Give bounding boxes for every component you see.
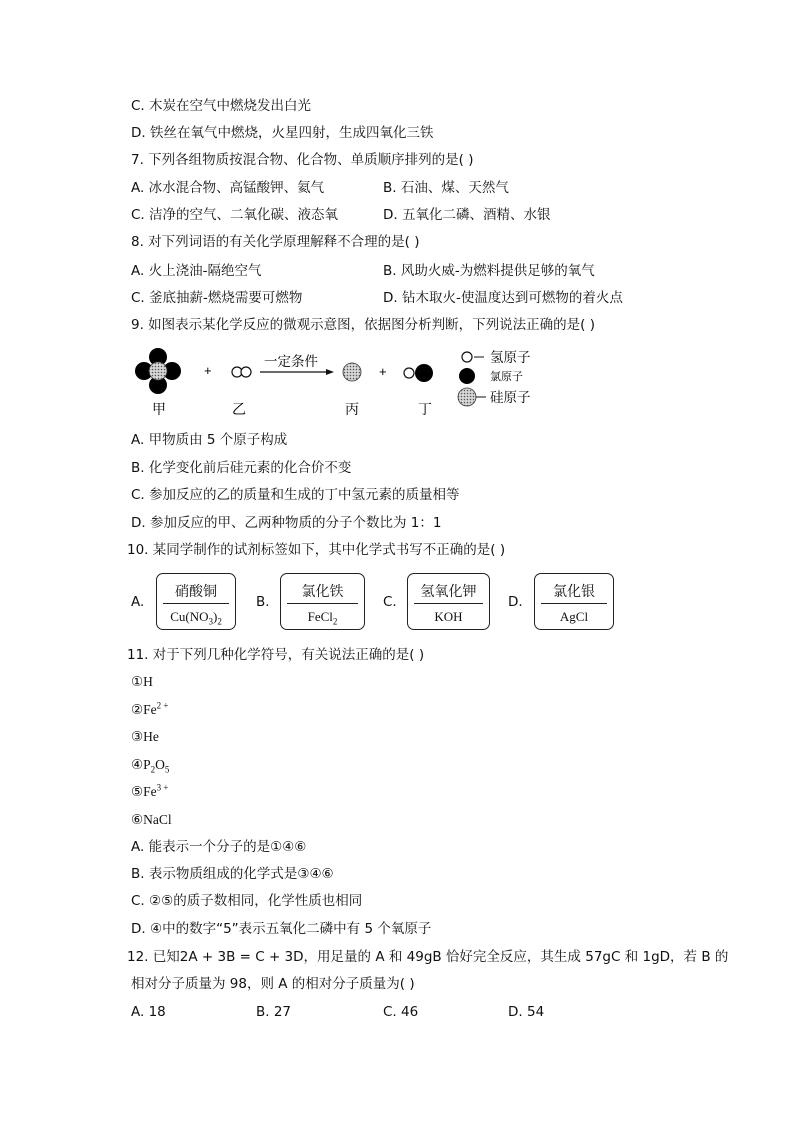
- plus-sign-1: +: [204, 363, 212, 378]
- q11-stem: 11. 对于下列几种化学符号，有关说法正确的是( ): [127, 647, 425, 663]
- label-card-b-name: 氯化铁: [301, 584, 344, 600]
- label-card-a: [156, 573, 236, 630]
- q12-option-b: B. 27: [256, 1004, 292, 1020]
- q9-option-b: B. 化学变化前后硅元素的化合价不变: [131, 460, 352, 476]
- label-yi: 乙: [232, 402, 246, 418]
- label-card-c-name: 氢氧化钾: [420, 584, 477, 600]
- label-card-c-formula: KOH: [434, 609, 463, 624]
- label-ding: 丁: [418, 402, 432, 418]
- q6-option-c: C. 木炭在空气中燃烧发出白光: [131, 98, 312, 114]
- label-card-d-formula: AgCl: [559, 609, 589, 624]
- q9-stem: 9. 如图表示某化学反应的微观示意图，依据图分析判断，下列说法正确的是( ): [131, 317, 595, 333]
- label-card-d-name: 氯化银: [553, 584, 595, 600]
- q9-option-d: D. 参加反应的甲、乙两种物质的分子个数比为 1：1: [131, 515, 442, 531]
- q8-option-d: D. 钻木取火-使温度达到可燃物的着火点: [383, 290, 623, 306]
- label-card-a-formula: $Cu(NO_3)_2$: [170, 609, 222, 627]
- symbol-3: ③He: [131, 729, 159, 744]
- legend-hydrogen: 氢原子: [490, 350, 531, 366]
- label-jia: 甲: [152, 402, 166, 418]
- q8-stem: 8. 对下列词语的有关化学原理解释不合理的是( ): [131, 234, 420, 250]
- q11-option-c: C. ②⑤的质子数相同，化学性质也相同: [131, 893, 363, 909]
- q7-option-d: D. 五氧化二磷、酒精、水银: [383, 207, 551, 223]
- symbol-5: $⑤Fe^{3 +}$: [131, 782, 169, 799]
- symbol-1: ①H: [131, 674, 153, 689]
- molecule-yi-icon: [232, 367, 251, 377]
- q11-option-d: D. ④中的数字“5”表示五氧化二磷中有 5 个氧原子: [131, 921, 432, 937]
- q12-stem-line2: 相对分子质量为 98，则 A 的相对分子质量为( ): [131, 976, 415, 992]
- q7-option-c: C. 洁净的空气、二氧化碳、液态氧: [131, 207, 339, 223]
- q8-option-c: C. 釜底抽薪-燃烧需要可燃物: [131, 290, 303, 306]
- label-card-b: [280, 573, 365, 630]
- q7-option-a: A. 冰水混合物、高锰酸钾、氦气: [131, 180, 325, 196]
- q11-option-a: A. 能表示一个分子的是①④⑥: [131, 839, 307, 855]
- chlorine-atom-icon: [459, 368, 475, 384]
- q7-stem: 7. 下列各组物质按混合物、化合物、单质顺序排列的是( ): [131, 152, 474, 168]
- q6-option-d: D. 铁丝在氧气中燃烧，火星四射，生成四氧化三铁: [131, 125, 434, 141]
- legend: [458, 350, 531, 406]
- arrow-head-icon: [326, 369, 334, 375]
- q12-option-a: A. 18: [131, 1004, 166, 1020]
- q11-option-b: B. 表示物质组成的化学式是③④⑥: [131, 866, 334, 882]
- q12-option-d: D. 54: [508, 1004, 545, 1020]
- q9-option-a: A. 甲物质由 5 个原子构成: [131, 432, 288, 448]
- q12-stem-line1: 12. 已知2A + 3B = C + 3D，用足量的 A 和 49gB 恰好完全反应，其生成 57gC 和 1gD，若 B 的: [127, 949, 729, 965]
- q8-option-b: B. 风助火威-为燃料提供足够的氧气: [383, 263, 595, 279]
- legend-chlorine: 氯原子: [490, 370, 523, 383]
- reaction-diagram: [130, 344, 550, 419]
- q8-option-a: A. 火上浇油-隔绝空气: [131, 263, 262, 279]
- label-card-d: [534, 573, 614, 630]
- q10-option-a-letter: A.: [131, 594, 145, 610]
- silicon-atom-icon: [458, 388, 476, 406]
- symbol-2: $②Fe^{2 +}$: [131, 700, 169, 717]
- legend-silicon: 硅原子: [490, 390, 531, 406]
- plus-sign-2: +: [379, 364, 387, 379]
- q10-option-c-letter: C.: [383, 594, 397, 610]
- hydrogen-atom-icon: [462, 352, 472, 362]
- q10-stem: 10. 某同学制作的试剂标签如下，其中化学式书写不正确的是( ): [127, 542, 506, 558]
- q12-option-c: C. 46: [383, 1004, 419, 1020]
- symbol-6: ⑥NaCl: [131, 812, 172, 827]
- q9-option-c: C. 参加反应的乙的质量和生成的丁中氢元素的质量相等: [131, 487, 460, 503]
- label-card-b-formula: FeCl$_2$: [307, 609, 338, 627]
- q7-option-b: B. 石油、煤、天然气: [383, 180, 509, 196]
- molecule-jia-icon: [135, 348, 181, 394]
- label-card-c: [407, 573, 490, 630]
- q10-option-b-letter: B.: [256, 594, 270, 610]
- reaction-condition: 一定条件: [264, 354, 318, 370]
- q10-option-d-letter: D.: [508, 594, 523, 610]
- molecule-bing-icon: [343, 363, 361, 381]
- label-card-a-name: 硝酸铜: [175, 584, 217, 600]
- symbol-4: $④P_2O_5$: [131, 757, 170, 775]
- molecule-ding-icon: [404, 364, 433, 382]
- label-bing: 丙: [345, 402, 359, 418]
